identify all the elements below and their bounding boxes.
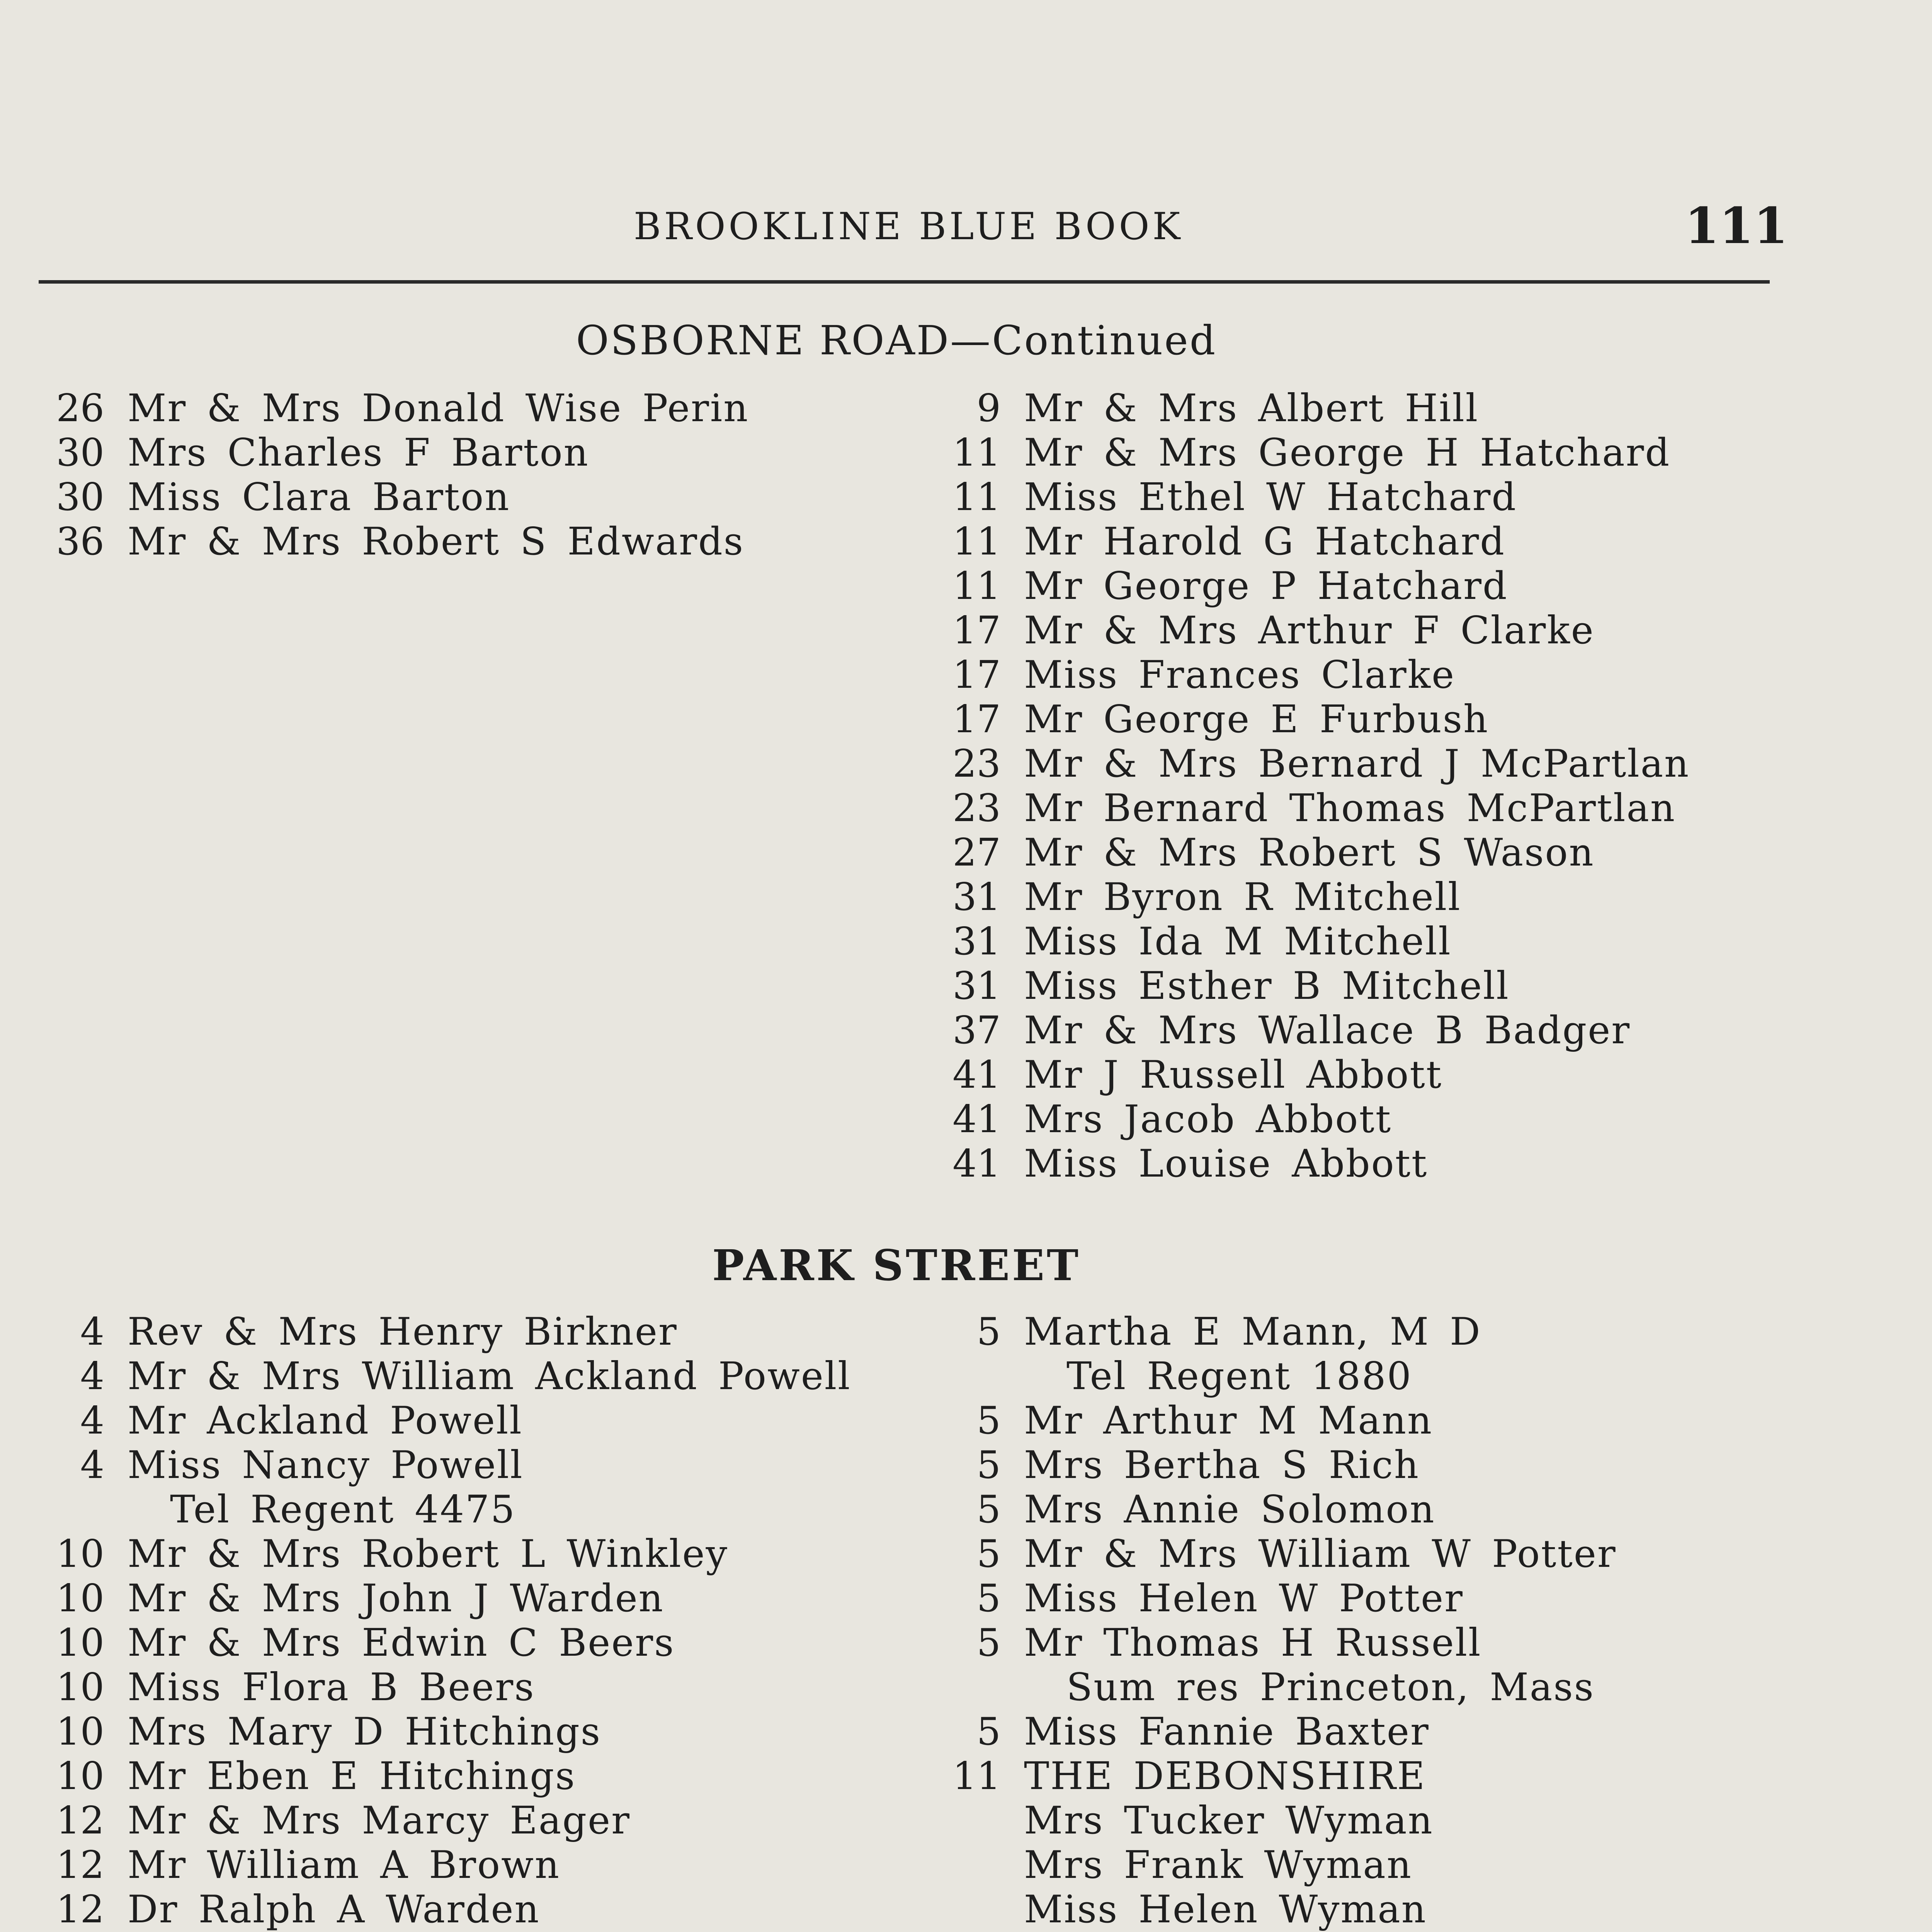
resident-name: Tel Regent 1880	[1066, 1354, 1412, 1398]
resident-name: Mrs Frank Wyman	[1024, 1843, 1412, 1887]
house-number: 4	[80, 1310, 104, 1354]
resident-name: Miss Flora B Beers	[128, 1665, 535, 1709]
resident-name: Mrs Charles F Barton	[128, 431, 589, 475]
resident-name: Miss Clara Barton	[128, 475, 510, 519]
park-street-heading: PARK STREET	[712, 1240, 1081, 1290]
house-number: 41	[952, 1142, 1001, 1186]
resident-name: Miss Frances Clarke	[1024, 653, 1456, 697]
house-number: 31	[952, 875, 1001, 919]
resident-name: Miss Louise Abbott	[1024, 1142, 1428, 1186]
house-number: 11	[952, 475, 1001, 519]
house-number: 30	[56, 431, 104, 475]
house-number: 12	[56, 1799, 104, 1843]
house-number: 31	[952, 964, 1001, 1008]
resident-name: Miss Nancy Powell	[128, 1443, 524, 1487]
house-number: 10	[56, 1665, 104, 1709]
book-title: BROOKLINE BLUE BOOK	[634, 205, 1184, 248]
house-number: 10	[56, 1577, 104, 1621]
house-number: 23	[952, 742, 1001, 786]
header-rule	[39, 280, 1770, 284]
resident-name: Rev & Mrs Henry Birkner	[128, 1310, 678, 1354]
resident-name: Mr J Russell Abbott	[1024, 1053, 1443, 1097]
house-number: 17	[952, 609, 1001, 653]
osborne-road-heading: OSBORNE ROAD—Continued	[576, 317, 1217, 364]
house-number: 41	[952, 1097, 1001, 1141]
resident-name: Mrs Tucker Wyman	[1024, 1799, 1434, 1843]
resident-name: Mr & Mrs Donald Wise Perin	[128, 386, 749, 430]
resident-name: Miss Helen W Potter	[1024, 1577, 1464, 1621]
house-number: 10	[56, 1754, 104, 1798]
house-number: 4	[80, 1443, 104, 1487]
resident-name: Mr William A Brown	[128, 1843, 561, 1887]
house-number: 5	[976, 1577, 1001, 1621]
resident-name: Mr Thomas H Russell	[1024, 1621, 1482, 1665]
house-number: 41	[952, 1053, 1001, 1097]
resident-name: Miss Esther B Mitchell	[1024, 964, 1510, 1008]
resident-name: Mr & Mrs Edwin C Beers	[128, 1621, 675, 1665]
resident-name: Mr & Mrs Marcy Eager	[128, 1799, 631, 1843]
house-number: 17	[952, 653, 1001, 697]
resident-name: Mr & Mrs William Ackland Powell	[128, 1354, 851, 1398]
resident-name: Mr & Mrs Albert Hill	[1024, 386, 1479, 430]
resident-name: Martha E Mann, M D	[1024, 1310, 1481, 1354]
house-number: 23	[952, 786, 1001, 830]
house-number: 26	[56, 386, 104, 430]
running-header	[0, 197, 1932, 263]
resident-name: Mr & Mrs Robert S Wason	[1024, 831, 1595, 875]
resident-name: Mr Byron R Mitchell	[1024, 875, 1461, 919]
house-number: 36	[56, 520, 104, 564]
house-number: 4	[80, 1354, 104, 1398]
house-number: 5	[976, 1621, 1001, 1665]
resident-name: Mr George E Furbush	[1024, 697, 1489, 742]
house-number: 4	[80, 1399, 104, 1443]
resident-name: Tel Regent 4475	[170, 1488, 516, 1532]
resident-name: Mr & Mrs Robert L Winkley	[128, 1532, 729, 1576]
resident-name: Mr Eben E Hitchings	[128, 1754, 576, 1798]
resident-name: Miss Ethel W Hatchard	[1024, 475, 1517, 519]
house-number: 17	[952, 697, 1001, 742]
house-number: 5	[976, 1532, 1001, 1576]
resident-name: Mrs Jacob Abbott	[1024, 1097, 1392, 1141]
house-number: 27	[952, 831, 1001, 875]
house-number: 11	[952, 564, 1001, 608]
house-number: 5	[976, 1399, 1001, 1443]
resident-name: Mrs Mary D Hitchings	[128, 1710, 602, 1754]
resident-name: Mr & Mrs William W Potter	[1024, 1532, 1617, 1576]
resident-name: Miss Helen Wyman	[1024, 1888, 1427, 1932]
resident-name: Miss Fannie Baxter	[1024, 1710, 1430, 1754]
house-number: 5	[976, 1443, 1001, 1487]
resident-name: Mr Arthur M Mann	[1024, 1399, 1433, 1443]
house-number: 10	[56, 1532, 104, 1576]
house-number: 9	[976, 386, 1001, 430]
resident-name: Mr Harold G Hatchard	[1024, 520, 1506, 564]
resident-name: Dr Ralph A Warden	[128, 1888, 540, 1932]
house-number: 5	[976, 1310, 1001, 1354]
resident-name: Mr & Mrs George H Hatchard	[1024, 431, 1671, 475]
house-number: 12	[56, 1843, 104, 1887]
resident-name: Mr & Mrs John J Warden	[128, 1577, 664, 1621]
house-number: 11	[952, 431, 1001, 475]
resident-name: Mr Ackland Powell	[128, 1399, 523, 1443]
resident-name: Miss Ida M Mitchell	[1024, 920, 1452, 964]
page-number: 111	[1685, 197, 1788, 255]
house-number: 5	[976, 1710, 1001, 1754]
house-number: 10	[56, 1710, 104, 1754]
house-number: 30	[56, 475, 104, 519]
house-number: 31	[952, 920, 1001, 964]
house-number: 12	[56, 1888, 104, 1932]
house-number: 11	[952, 520, 1001, 564]
house-number: 37	[952, 1009, 1001, 1053]
resident-name: Mr & Mrs Wallace B Badger	[1024, 1009, 1631, 1053]
resident-name: Mr & Mrs Arthur F Clarke	[1024, 609, 1595, 653]
resident-name: Mr & Mrs Robert S Edwards	[128, 520, 745, 564]
resident-name: Mr & Mrs Bernard J McPartlan	[1024, 742, 1690, 786]
resident-name: Mr Bernard Thomas McPartlan	[1024, 786, 1676, 830]
resident-name: Mrs Bertha S Rich	[1024, 1443, 1420, 1487]
resident-name: Mr George P Hatchard	[1024, 564, 1508, 608]
house-number: 10	[56, 1621, 104, 1665]
resident-name: Mrs Annie Solomon	[1024, 1488, 1435, 1532]
house-number: 5	[976, 1488, 1001, 1532]
house-number: 11	[952, 1754, 1001, 1798]
resident-name: THE DEBONSHIRE	[1024, 1754, 1426, 1798]
resident-name: Sum res Princeton, Mass	[1066, 1665, 1595, 1709]
